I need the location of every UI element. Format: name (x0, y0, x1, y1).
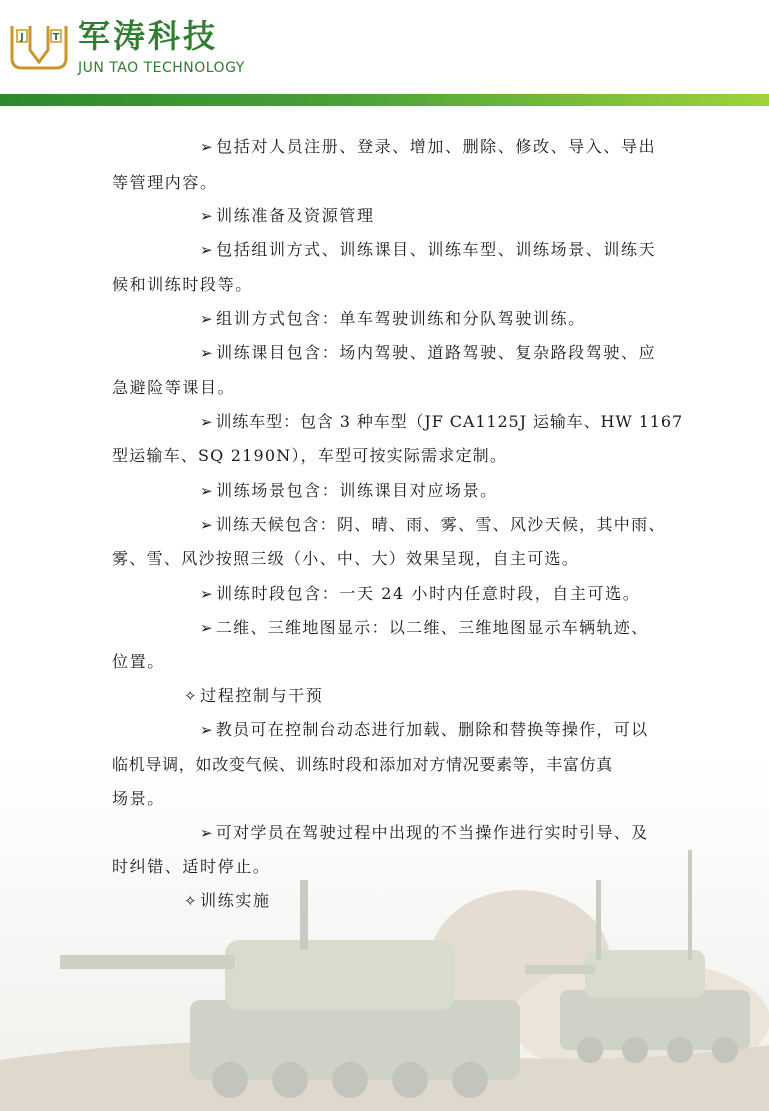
paragraph-line (112, 548, 579, 570)
paragraph-line (200, 719, 648, 741)
arrow-bullet-icon: ➢ (200, 413, 214, 431)
paragraph-line (200, 411, 683, 433)
line-text: 急避险等课目。 (112, 378, 236, 397)
diamond-bullet-icon: ✧ (184, 892, 199, 910)
line-text: 雾、雪、风沙按照三级（小、中、大）效果呈现，自主可选。 (112, 549, 580, 568)
paragraph-line (112, 172, 218, 194)
line-text: 等管理内容。 (112, 173, 218, 192)
line-text: 场景。 (112, 789, 165, 808)
paragraph-line (200, 308, 586, 330)
line-text: 训练车型：包含 3 种车型（JF CA1125J 运输车、HW 1167 (215, 412, 684, 431)
line-text: 教员可在控制台动态进行加载、删除和替换等操作，可以 (215, 720, 649, 739)
paragraph-line (112, 754, 613, 776)
line-text: 训练课目包含：场内驾驶、道路驾驶、复杂路段驾驶、应 (216, 343, 657, 362)
line-text: 包括组训方式、训练课目、训练车型、训练场景、训练天 (216, 240, 657, 259)
line-text: 训练时段包含：一天 24 小时内任意时段，自主可选。 (216, 584, 641, 603)
paragraph-line (112, 788, 165, 810)
arrow-bullet-icon: ➢ (200, 619, 214, 637)
line-text: 时纠错、适时停止。 (112, 857, 271, 876)
arrow-bullet-icon: ➢ (200, 310, 215, 328)
line-text: 候和训练时段等。 (112, 275, 253, 294)
logo-letter-t: T (52, 32, 60, 43)
line-text: 位置。 (112, 652, 165, 671)
paragraph-line (200, 136, 656, 158)
paragraph-line (200, 205, 375, 227)
arrow-bullet-icon: ➢ (200, 344, 215, 362)
arrow-bullet-icon: ➢ (200, 721, 214, 739)
paragraph-line (112, 651, 165, 673)
paragraph-line (112, 274, 253, 296)
arrow-bullet-icon: ➢ (200, 516, 214, 534)
line-text: 二维、三维地图显示：以二维、三维地图显示车辆轨迹、 (215, 618, 649, 637)
section-heading (184, 685, 323, 707)
arrow-bullet-icon: ➢ (200, 207, 215, 225)
line-text: 可对学员在驾驶过程中出现的不当操作进行实时引导、及 (215, 823, 649, 842)
paragraph-line (200, 514, 666, 536)
arrow-bullet-icon: ➢ (200, 585, 215, 603)
logo-letter-j: J (20, 32, 24, 43)
line-text: 训练准备及资源管理 (216, 206, 375, 225)
paragraph-line (200, 583, 640, 605)
arrow-bullet-icon: ➢ (200, 824, 214, 842)
line-text: 训练场景包含：训练课目对应场景。 (216, 481, 498, 500)
line-text: 组训方式包含：单车驾驶训练和分队驾驶训练。 (216, 309, 586, 328)
paragraph-line (112, 445, 507, 467)
arrow-bullet-icon: ➢ (200, 138, 215, 156)
paragraph-line (200, 822, 648, 844)
company-name-cn: 军涛科技 (78, 17, 219, 55)
paragraph-line (200, 342, 656, 364)
paragraph-line (200, 617, 648, 639)
paragraph-line (112, 856, 270, 878)
arrow-bullet-icon: ➢ (200, 482, 215, 500)
paragraph-line (200, 239, 656, 261)
line-text: 训练天候包含：阴、晴、雨、雾、雪、风沙天候，其中雨、 (215, 515, 666, 534)
line-text: 训练实施 (200, 891, 271, 910)
company-name-en: JUN TAO TECHNOLOGY (78, 60, 245, 76)
section-heading (184, 890, 271, 912)
arrow-bullet-icon: ➢ (200, 241, 215, 259)
line-text: 临机导调，如改变气候、训练时段和添加对方情况要素等，丰富仿真 (112, 755, 614, 774)
paragraph-line (200, 480, 498, 502)
diamond-bullet-icon: ✧ (184, 687, 199, 705)
paragraph-line (112, 377, 235, 399)
line-text: 包括对人员注册、登录、增加、删除、修改、导入、导出 (216, 137, 657, 156)
line-text: 过程控制与干预 (200, 686, 324, 705)
line-text: 型运输车、SQ 2190N），车型可按实际需求定制。 (112, 446, 508, 465)
